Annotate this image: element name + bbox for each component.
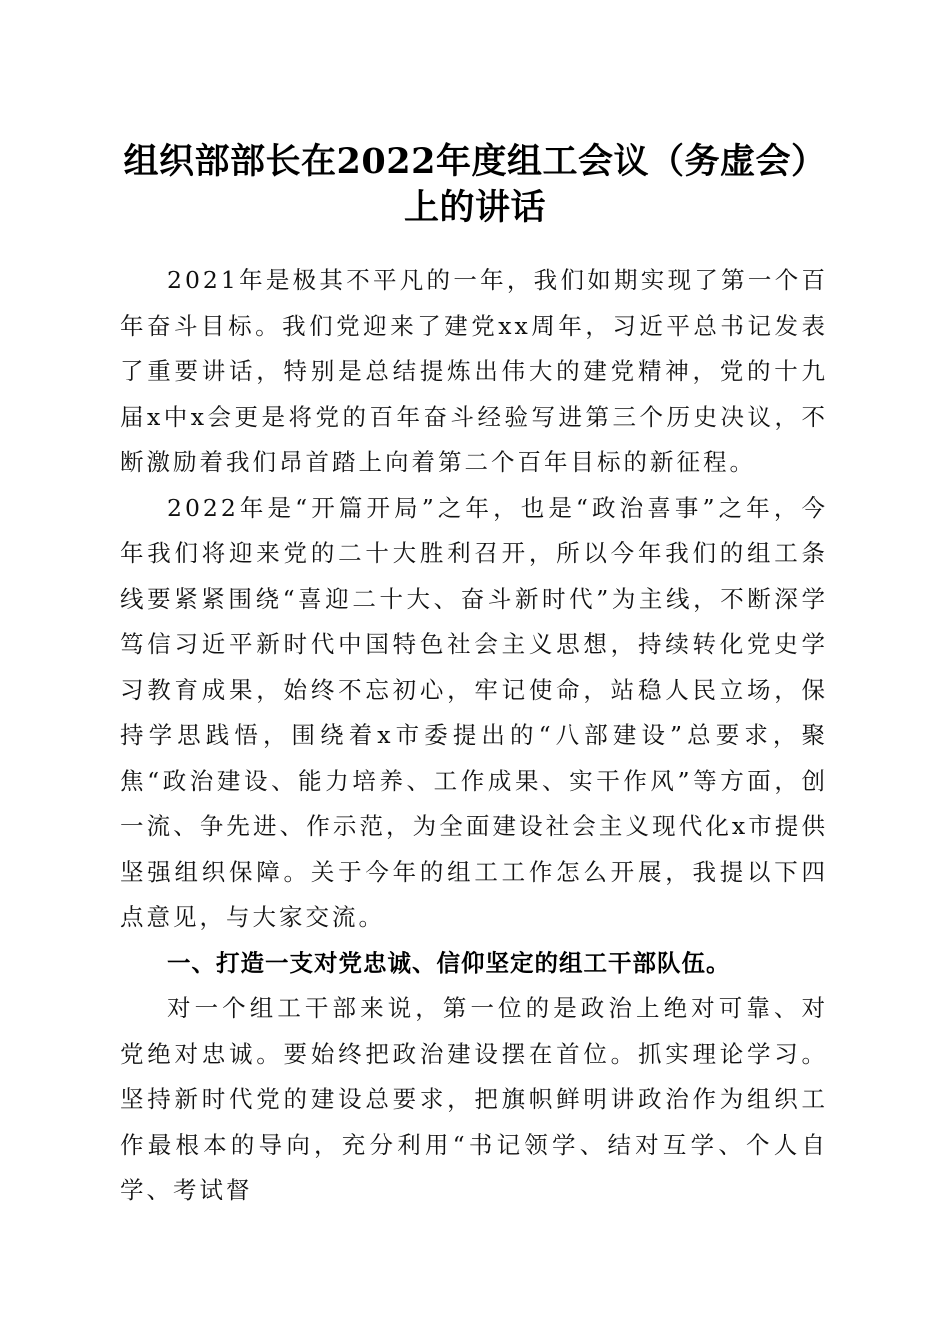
paragraph-2022-goals: 2022年是“开篇开局”之年，也是“政治喜事”之年，今年我们将迎来党的二十大胜利召开，所以今年我们的组工条线要紧紧围绕“喜迎二十大、奋斗新时代”为主线，不断深学笃信习近平新时代中国特色社会主义思想，持续转化党史学习教育成果，始终不忘初心，牢记使命，站稳人民立场，保持学思践悟，围绕着x市委提出的“八部建设”总要求，聚焦“政治建设、能力培养、工作成果、实干作风”等方面，创一流、争先进、作示范，为全面建设社会主义现代化x市提供坚强组织保障。关于今年的组工工作怎么开展，我提以下四点意见，与大家交流。 [120,493,828,931]
section-heading-1: 一、打造一支对党忠诚、信仰坚定的组工干部队伍。 [167,948,731,977]
paragraph-intro: 2021年是极其不平凡的一年，我们如期实现了第一个百年奋斗目标。我们党迎来了建党xx周年，习近平总书记发表了重要讲话，特别是总结提炼出伟大的建党精神，党的十九届x中x会更是将党的百年奋斗经验写进第三个历史决议，不断激励着我们昂首踏上向着第二个百年目标的新征程。 [120,266,828,476]
document-title-line-2: 上的讲话 [403,187,546,228]
section-paragraph-1: 对一个组工干部来说，第一位的是政治上绝对可靠、对党绝对忠诚。要始终把政治建设摆在首位。抓实理论学习。坚持新时代党的建设总要求，把旗帜鲜明讲政治作为组织工作最根本的导向，充分利用“书记领学、结对互学、个人自学、考试督 [120,994,828,1204]
document-title-line-1: 组织部部长在2022年度组工会议（务虚会） [123,141,827,182]
document-body [120,258,828,1214]
